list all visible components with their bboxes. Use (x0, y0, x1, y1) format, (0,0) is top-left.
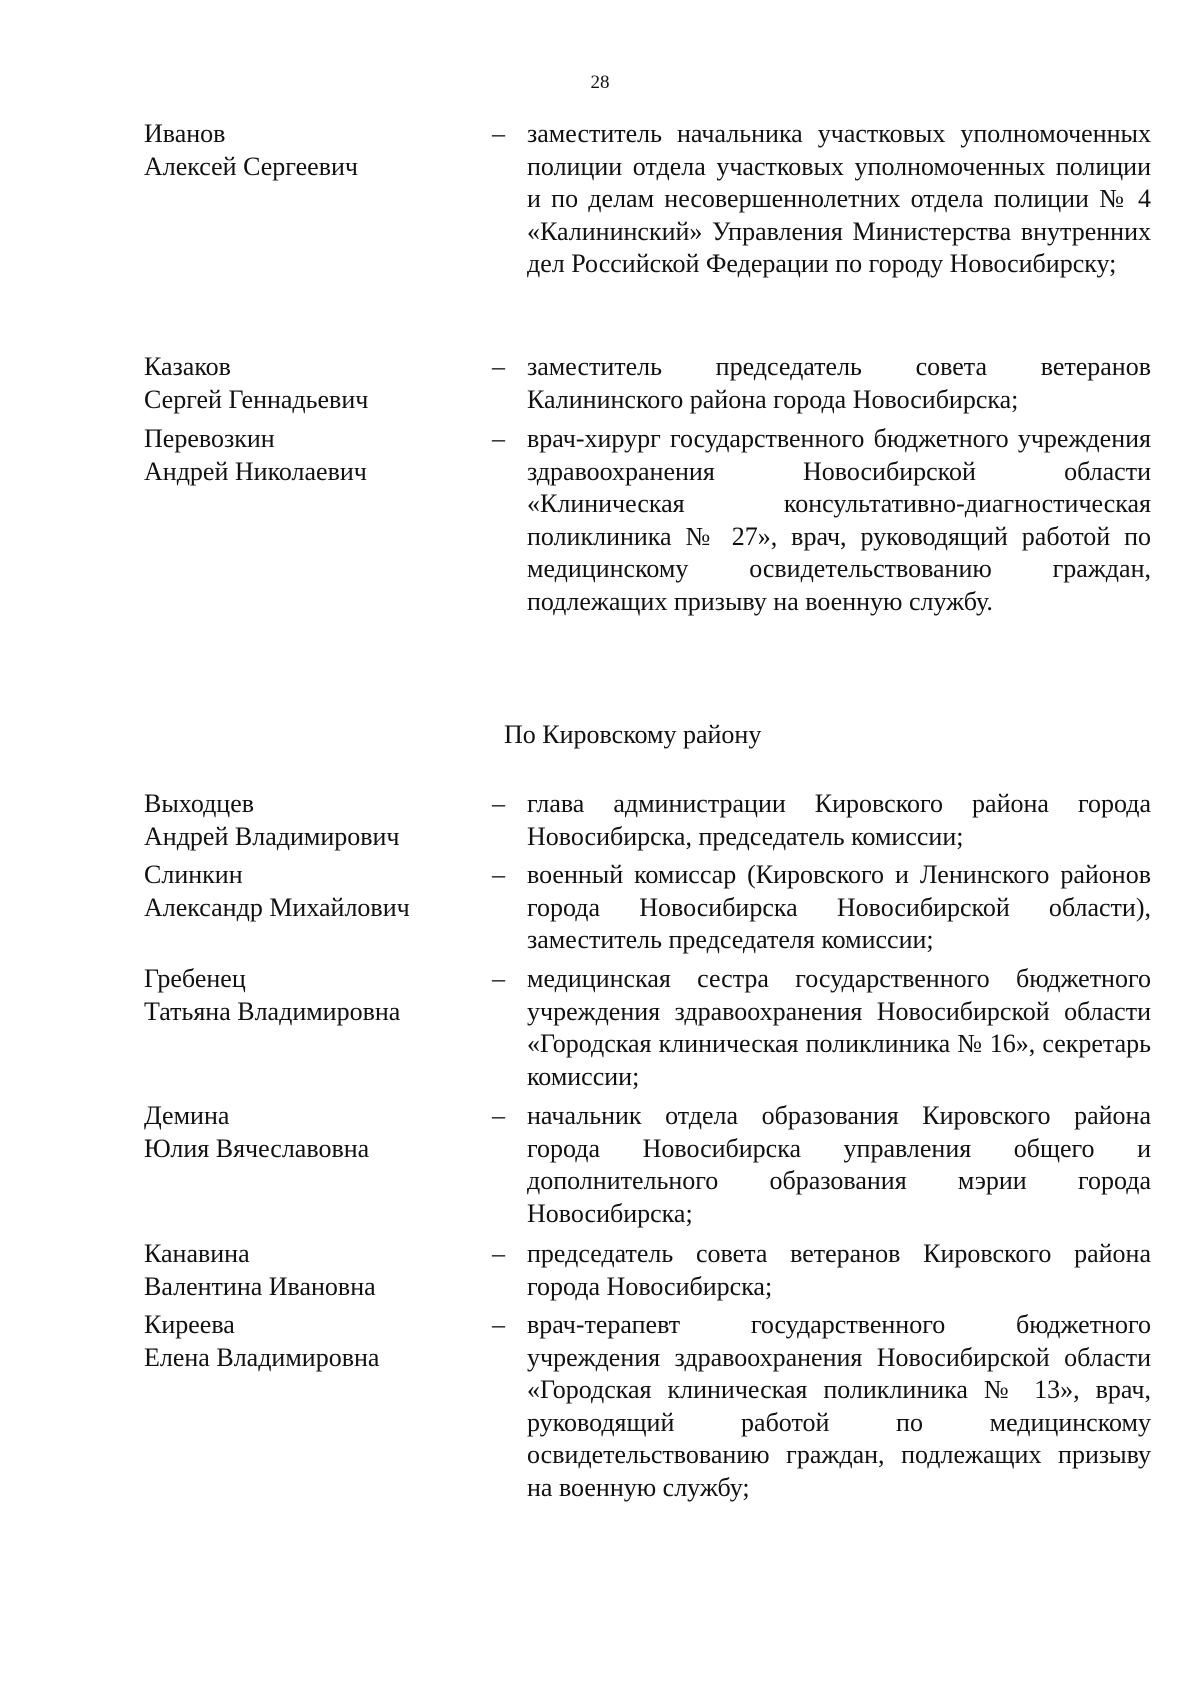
member-name (144, 423, 484, 488)
member-surname: Перевозкин (144, 424, 275, 453)
member-name (144, 1100, 484, 1165)
dash-separator: – (492, 424, 505, 453)
member-given-name: Татьяна Владимировна (144, 996, 401, 1026)
member-role: начальник отдела образования Кировского района города Новосибирска управления общего и дополнительного образования мэрии города Новосибирска; (527, 1101, 1151, 1228)
member-surname: Слинкин (144, 860, 243, 889)
member-name (144, 963, 484, 1028)
dash-separator: – (492, 1239, 505, 1268)
member-given-name: Александр Михайлович (144, 892, 410, 922)
member-name (144, 788, 484, 853)
member-surname: Демина (144, 1101, 230, 1130)
dash-separator: – (492, 119, 505, 148)
dash-separator: – (492, 352, 505, 381)
page-number: 28 (590, 72, 610, 93)
member-name (144, 859, 484, 924)
member-given-name: Сергей Геннадьевич (144, 384, 369, 414)
member-surname: Казаков (144, 352, 231, 381)
member-role: глава администрации Кировского района города Новосибирска, председатель комиссии; (527, 789, 1151, 851)
member-given-name: Алексей Сергеевич (144, 151, 358, 181)
dash-separator: – (492, 1101, 505, 1130)
member-surname: Киреева (144, 1310, 235, 1339)
dash-separator: – (492, 860, 505, 889)
member-surname: Гребенец (144, 964, 246, 993)
member-name (144, 351, 484, 416)
member-role: председатель совета ветеранов Кировского района города Новосибирска; (527, 1239, 1151, 1301)
member-given-name: Юлия Вячеславовна (144, 1133, 370, 1163)
member-name (144, 118, 484, 183)
dash-separator: – (492, 789, 505, 818)
member-role: военный комиссар (Кировского и Ленинского районов города Новосибирска Новосибирской области), заместитель председателя комиссии; (527, 860, 1151, 954)
member-given-name: Андрей Владимирович (144, 821, 400, 851)
member-role: врач-хирург государственного бюджетного учреждения здравоохранения Новосибирской области «Клиническая консультативно-диагностическая поликлиника № 27», врач, руководящий работой по медицинскому освидетельствованию граждан, подлежащих призыву на военную службу. (527, 424, 1151, 616)
member-role: заместитель председатель совета ветеранов Калининского района города Новосибирска; (527, 352, 1151, 414)
member-name (144, 1309, 484, 1374)
member-surname: Выходцев (144, 789, 255, 818)
member-role: врач-терапевт государственного бюджетного учреждения здравоохранения Новосибирской области «Городская клиническая поликлиника № 13», врач, руководящий работой по медицинскому освидетельствованию граждан, подлежащих призыву на военную службу; (527, 1310, 1151, 1502)
member-role: медицинская сестра государственного бюджетного учреждения здравоохранения Новосибирской области «Городская клиническая поликлиника № 16», секретарь комиссии; (527, 964, 1151, 1091)
section-heading: По Кировскому району (504, 720, 762, 749)
member-surname: Иванов (144, 119, 226, 148)
member-given-name: Валентина Ивановна (144, 1271, 376, 1301)
member-given-name: Елена Владимировна (144, 1342, 380, 1372)
member-given-name: Андрей Николаевич (144, 456, 367, 486)
dash-separator: – (492, 964, 505, 993)
member-role: заместитель начальника участковых уполномоченных полиции отдела участковых уполномоченных полиции и по делам несовершеннолетних отдела полиции № 4 «Калининский» Управления Министерства внутренних дел Российской Федерации по городу Новосибирску; (527, 119, 1151, 278)
dash-separator: – (492, 1310, 505, 1339)
member-name (144, 1238, 484, 1303)
member-surname: Канавина (144, 1239, 250, 1268)
